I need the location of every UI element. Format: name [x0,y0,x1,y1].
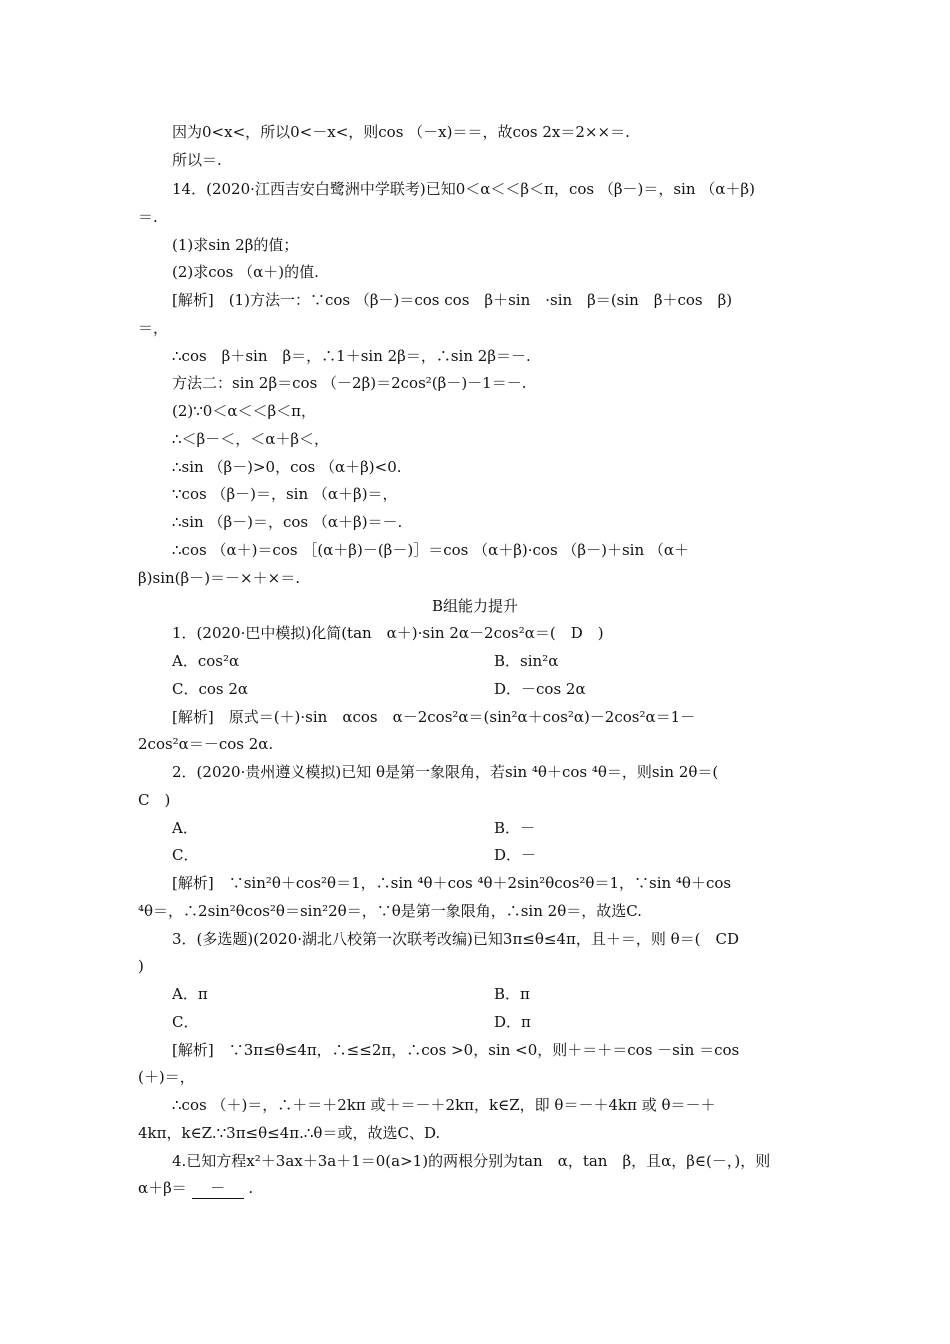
text-line: ⁴θ＝，∴2sin²θcos²θ＝sin²2θ＝，∵θ是第一象限角，∴sin 2θ＝，故选C. [138,902,642,920]
option-a: A．cos²α [172,652,240,670]
option-b: B．sin²α [494,652,559,670]
text-line: (2)∵0＜α＜＜β＜π， [172,402,316,420]
option-d: D．π [494,1013,531,1031]
problem-3-statement: 3．(多选题)(2020·湖北八校第一次联考改编)已知3π≤θ≤4π，且＋＝，则 θ＝( CD [172,930,740,948]
problem-4-statement: 4.已知方程x²＋3ax＋3a＋1＝0(a>1)的两根分别为tan α，tan β，且α，β∈(－，)，则 [172,1152,771,1170]
text-line: ＝， [138,319,169,337]
solution-line: [解析] ∵3π≤θ≤4π，∴≤≤2π，∴cos >0，sin <0，则＋＝＋＝cos －sin ＝cos [172,1041,740,1059]
option-b: B．－ [494,819,536,837]
text-line: ＝. [138,208,158,226]
option-c: C． [172,846,199,864]
text-line: (2)求cos （α＋)的值. [172,263,319,281]
text-line: 所以＝. [172,151,222,169]
option-d: D．－ [494,846,537,864]
answer-suffix: . [248,1179,254,1197]
text-line: ∴＜β－＜，＜α＋β＜， [172,430,330,448]
text-line: ∴sin （β－)＝，cos （α＋β)＝－. [172,513,403,531]
answer-blank: － [192,1178,244,1199]
option-c: C．cos 2α [172,680,249,698]
text-line: 因为0<x<，所以0<－x<，则cos （－x)＝＝，故cos 2x＝2××＝. [172,123,630,141]
text-line: (1)求sin 2β的值； [172,236,299,254]
option-b: B．π [494,985,530,1003]
section-heading: B组能力提升 [431,597,519,615]
solution-line: [解析] ∵sin²θ＋cos²θ＝1，∴sin ⁴θ＋cos ⁴θ＋2sin²θcos²θ＝1，∵sin ⁴θ＋cos [172,874,732,892]
answer-prefix: α＋β＝ [138,1179,187,1197]
text-line: C ) [138,791,171,809]
text-line: ∴cos β＋sin β＝，∴1＋sin 2β＝，∴sin 2β＝－. [172,347,531,365]
option-a: A． [172,819,198,837]
option-a: A．π [172,985,208,1003]
text-line: ) [138,957,144,975]
text-line: ∴cos （＋)＝，∴＋＝＋2kπ 或＋＝－＋2kπ，k∈Z，即 θ＝－＋4kπ 或 θ＝－＋ [172,1096,716,1114]
problem-1-statement: 1．(2020·巴中模拟)化简(tan α＋)·sin 2α－2cos²α＝( D ) [172,624,604,642]
option-d: D．－cos 2α [494,680,586,698]
text-line: ∴sin （β－)>0，cos （α＋β)<0. [172,458,402,476]
text-line: ∵cos （β－)＝，sin （α＋β)＝， [172,485,398,503]
text-line: 2cos²α＝－cos 2α. [138,735,274,753]
answer-line [138,1178,253,1199]
text-line: (＋)＝， [138,1068,195,1086]
solution-line: [解析] 原式＝(＋)·sin αcos α－2cos²α＝(sin²α＋cos²α)－2cos²α＝1－ [172,708,696,726]
text-line: 4kπ，k∈Z.∵3π≤θ≤4π.∴θ＝或，故选C、D. [138,1124,441,1142]
problem-14-statement: 14．(2020·江西吉安白鹭洲中学联考)已知0＜α＜＜β＜π，cos （β－)＝，sin （α＋β) [172,180,755,198]
problem-2-statement: 2．(2020·贵州遵义模拟)已知 θ是第一象限角，若sin ⁴θ＋cos ⁴θ＝，则sin 2θ＝( [172,763,719,781]
text-line: β)sin(β－)＝－×＋×＝. [138,569,300,587]
solution-line: [解析] (1)方法一：∵cos （β－)＝cos cos β＋sin ·sin β＝(sin β＋cos β) [172,291,733,309]
option-c: C． [172,1013,199,1031]
text-line: 方法二：sin 2β＝cos （－2β)＝2cos²(β－)－1＝－. [172,374,527,392]
text-line: ∴cos （α＋)＝cos ［(α＋β)－(β－)］＝cos （α＋β)·cos （β－)＋sin （α＋ [172,541,689,559]
